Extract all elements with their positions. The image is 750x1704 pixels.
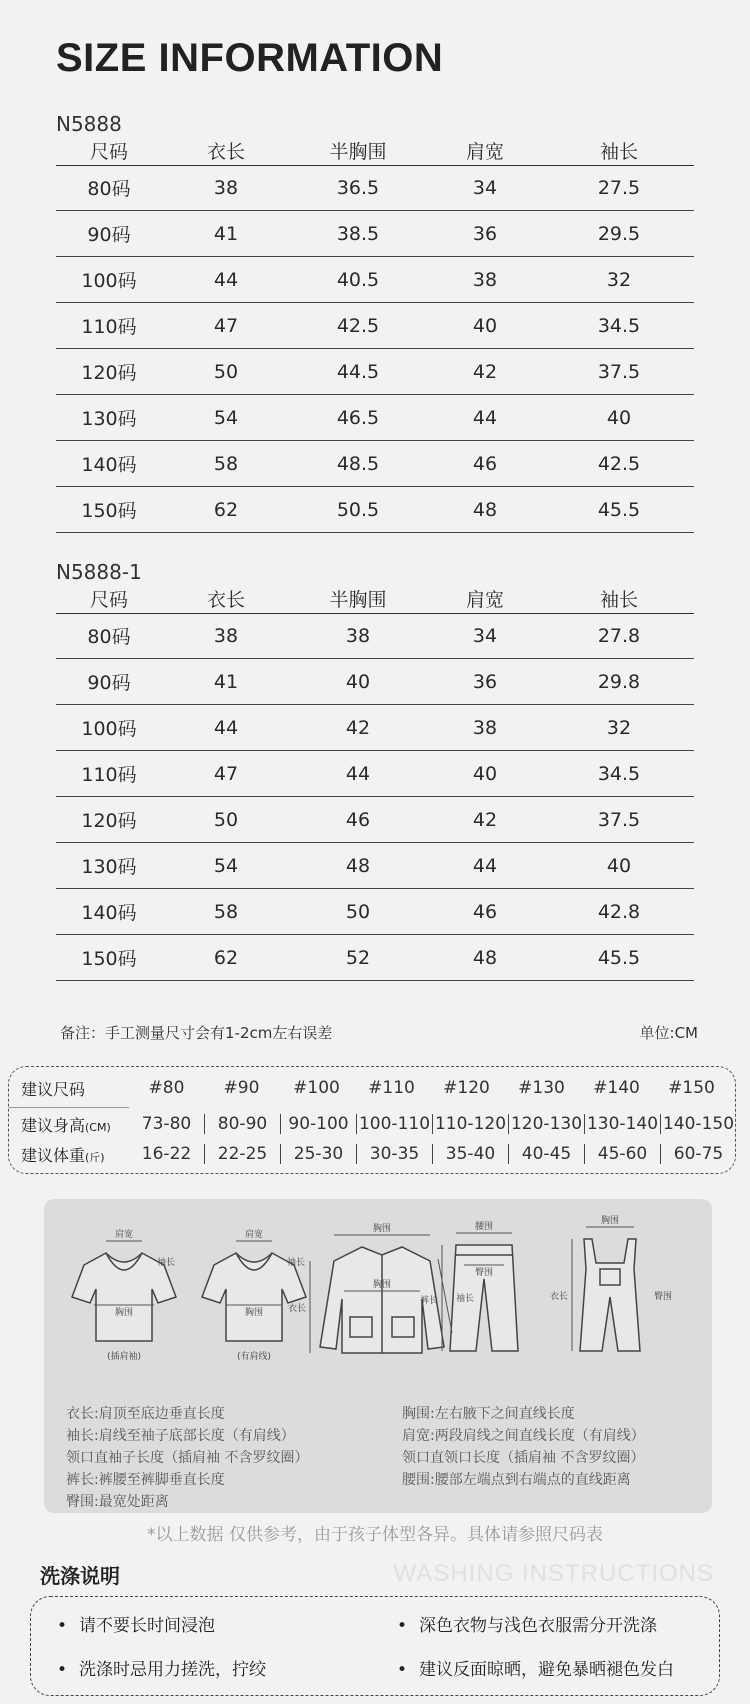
row-sleeve-cell: 37.5 [597,360,641,383]
row-half-chest-cell: 40 [345,670,371,693]
unit-label: 单位:CM [639,1024,698,1042]
row-half-chest-cell: 48 [345,854,371,877]
label-length: 衣长 [549,1292,568,1302]
row-sleeve-cell: 27.8 [597,624,641,647]
table-row [56,659,694,705]
table-header [56,583,694,614]
row-length-cell: 41 [213,222,239,245]
header-length: 衣长 [206,588,245,611]
definition-item: 领口直袖子长度（插肩袖 不含罗纹圈） [66,1450,309,1466]
row-sleeve-cell: 40 [606,854,632,877]
label-sleeve: 袖长 [156,1258,176,1268]
row-length-cell: 44 [213,716,239,739]
row-length-cell: 38 [213,624,239,647]
wash-item: • 请不要长时间浸泡 [57,1611,215,1636]
table-row [56,211,694,257]
reco-sizes-cell: #120 [443,1078,490,1098]
row-half-chest-cell: 42.5 [336,314,380,337]
row-shoulder-cell: 34 [472,624,498,647]
row-sleeve-cell: 32 [606,268,632,291]
table-row [56,751,694,797]
label-sleeve: 袖长 [286,1258,306,1268]
reco-size-row [9,1073,737,1103]
row-half-chest-cell: 40.5 [336,268,380,291]
reco-weight-row [9,1139,737,1169]
reco-size-label: 建议尺码 [21,1079,86,1099]
row-size-cell: 150码 [81,500,137,522]
definitions-left [66,1403,308,1513]
row-length-cell: 62 [213,946,239,969]
label-hip: 臀围 [474,1268,494,1278]
table-row [56,349,694,395]
row-half-chest-cell: 42 [345,716,371,739]
label-set-in: (有肩线) [236,1352,272,1362]
table-row [56,797,694,843]
header-sleeve: 袖长 [599,140,638,163]
row-size-cell: 90码 [87,672,131,694]
page-title: SIZE INFORMATION [56,36,444,80]
row-sleeve-cell: 45.5 [597,498,641,521]
label-sleeve: 袖长 [456,1294,475,1304]
table-row [56,441,694,487]
row-shoulder-cell: 40 [472,762,498,785]
height-unit: (CM) [85,1120,111,1134]
reco-weights-cell: 16-22 [141,1144,192,1164]
row-size-cell: 130码 [81,856,137,878]
header-half-chest: 半胸围 [329,140,387,163]
row-size-cell: 120码 [81,362,137,384]
row-size-cell: 150码 [81,948,137,970]
reco-heights-cell: 90-100 [280,1114,356,1134]
reco-weights-cell: 25-30 [280,1144,356,1164]
model-code: N5888 [56,112,122,136]
row-shoulder-cell: 46 [472,452,498,475]
overalls-icon [580,1239,640,1351]
row-sleeve-cell: 37.5 [597,808,641,831]
table-row [56,935,694,981]
row-sleeve-cell: 42.8 [597,900,641,923]
reco-sizes-cell: #100 [293,1078,340,1098]
row-sleeve-cell: 40 [606,406,632,429]
row-size-cell: 80码 [87,178,131,200]
row-sleeve-cell: 45.5 [597,946,641,969]
row-shoulder-cell: 44 [472,854,498,877]
table-row [56,705,694,751]
table-row [56,395,694,441]
table-row [56,257,694,303]
height-label-text: 建议身高 [21,1115,86,1135]
reco-height-row [9,1109,737,1139]
row-size-cell: 100码 [81,270,137,292]
row-sleeve-cell: 34.5 [597,314,641,337]
row-shoulder-cell: 36 [472,222,498,245]
reco-heights-cell: 130-140 [584,1114,660,1134]
reco-weights-cell: 40-45 [508,1144,584,1164]
row-size-cell: 110码 [81,316,137,338]
weight-label-text: 建议体重 [21,1145,86,1165]
row-half-chest-cell: 50.5 [336,498,380,521]
label-hip: 臀围 [654,1292,673,1302]
row-half-chest-cell: 52 [345,946,371,969]
definitions-right [402,1403,645,1491]
table-header [56,135,694,166]
table-row [56,889,694,935]
row-length-cell: 58 [213,900,239,923]
label-chest: 胸围 [372,1224,392,1234]
row-shoulder-cell: 42 [472,360,498,383]
definition-item: 臀围:最宽处距离 [66,1494,169,1510]
definition-item: 衣长:肩顶至底边垂直长度 [66,1406,225,1422]
row-half-chest-cell: 44 [345,762,371,785]
row-sleeve-cell: 27.5 [597,176,641,199]
reco-height-label [9,1113,129,1136]
table-row [56,165,694,211]
measurement-diagram [44,1199,712,1513]
label-pants-length: 裤长 [419,1296,438,1306]
wash-item: • 深色衣物与浅色衣服需分开洗涤 [397,1611,657,1636]
reco-heights-cell: 80-90 [204,1114,280,1134]
row-half-chest-cell: 38.5 [336,222,380,245]
row-half-chest-cell: 50 [345,900,371,923]
row-half-chest-cell: 38 [345,624,371,647]
measurement-note: 备注：手工测量尺寸会有1-2cm左右误差 [60,1024,333,1042]
reco-sizes-cell: #140 [593,1078,640,1098]
row-length-cell: 50 [213,808,239,831]
row-half-chest-cell: 46.5 [336,406,380,429]
reco-weights-cell: 60-75 [660,1144,736,1164]
reco-heights-cell: 140-150 [660,1114,736,1134]
table-row [56,303,694,349]
row-sleeve-cell: 29.5 [597,222,641,245]
row-length-cell: 47 [213,762,239,785]
label-shoulder: 肩宽 [114,1230,134,1240]
header-shoulder: 肩宽 [465,140,504,163]
table-row [56,843,694,889]
label-chest: 胸围 [372,1280,392,1290]
row-shoulder-cell: 42 [472,808,498,831]
label-chest: 胸围 [114,1308,134,1318]
row-sleeve-cell: 42.5 [597,452,641,475]
recommendation-table [8,1066,736,1174]
row-shoulder-cell: 34 [472,176,498,199]
row-shoulder-cell: 38 [472,716,498,739]
row-shoulder-cell: 40 [472,314,498,337]
row-size-cell: 80码 [87,626,131,648]
reco-heights-cell: 110-120 [432,1114,508,1134]
reco-heights-cell: 120-130 [508,1114,584,1134]
reco-sizes-cell: #90 [223,1078,260,1098]
reco-weights-cell: 45-60 [584,1144,660,1164]
definition-item: 领口直领口长度（插肩袖 不含罗纹圈） [402,1450,645,1466]
row-half-chest-cell: 36.5 [336,176,380,199]
row-length-cell: 58 [213,452,239,475]
row-shoulder-cell: 48 [472,946,498,969]
row-sleeve-cell: 29.8 [597,670,641,693]
row-half-chest-cell: 46 [345,808,371,831]
reco-sizes-cell: #80 [148,1078,185,1098]
header-shoulder: 肩宽 [465,588,504,611]
definition-item: 胸围:左右腋下之间直线长度 [402,1406,575,1422]
reco-sizes-cell: #150 [668,1078,715,1098]
header-sleeve: 袖长 [599,588,638,611]
row-shoulder-cell: 48 [472,498,498,521]
weight-unit: (斤) [85,1150,105,1164]
row-length-cell: 47 [213,314,239,337]
row-length-cell: 62 [213,498,239,521]
reco-weights-cell: 22-25 [204,1144,280,1164]
table-row [56,613,694,659]
wash-item: • 洗涤时忌用力搓洗，拧绞 [57,1655,266,1680]
reco-sizes-cell: #110 [368,1078,415,1098]
row-size-cell: 120码 [81,810,137,832]
definition-item: 袖长:肩线至袖子底部长度（有肩线） [66,1428,295,1444]
label-chest: 胸围 [600,1216,620,1226]
row-shoulder-cell: 36 [472,670,498,693]
row-length-cell: 54 [213,406,239,429]
divider [9,1107,129,1108]
header-half-chest: 半胸围 [329,588,387,611]
row-sleeve-cell: 34.5 [597,762,641,785]
disclaimer: *以上数据 仅供参考，由于孩子体型各异。具体请参照尺码表 [147,1525,603,1545]
reco-sizes-cell: #130 [518,1078,565,1098]
reco-heights-cell: 73-80 [141,1114,192,1134]
row-shoulder-cell: 44 [472,406,498,429]
header-size: 尺码 [89,140,128,163]
washing-instructions [30,1596,720,1696]
row-half-chest-cell: 48.5 [336,452,380,475]
header-length: 衣长 [206,140,245,163]
label-waist: 腰围 [474,1222,494,1232]
row-length-cell: 38 [213,176,239,199]
row-length-cell: 50 [213,360,239,383]
label-length: 衣长 [287,1304,306,1314]
reco-weights-cell: 30-35 [356,1144,432,1164]
row-length-cell: 41 [213,670,239,693]
row-shoulder-cell: 38 [472,268,498,291]
washing-title-en: WASHING INSTRUCTIONS [393,1560,714,1587]
model-code: N5888-1 [56,560,142,584]
reco-heights-cell: 100-110 [356,1114,432,1134]
header-size: 尺码 [89,588,128,611]
row-sleeve-cell: 32 [606,716,632,739]
row-shoulder-cell: 46 [472,900,498,923]
row-length-cell: 44 [213,268,239,291]
row-length-cell: 54 [213,854,239,877]
definition-item: 裤长:裤腰至裤脚垂直长度 [66,1472,225,1488]
row-size-cell: 140码 [81,454,137,476]
row-size-cell: 110码 [81,764,137,786]
washing-title: 洗涤说明 [40,1564,120,1588]
definition-item: 腰围:腰部左端点到右端点的直线距离 [402,1472,631,1488]
row-size-cell: 90码 [87,224,131,246]
label-chest: 胸围 [244,1308,264,1318]
row-size-cell: 100码 [81,718,137,740]
wash-item: • 建议反面晾晒，避免暴晒褪色发白 [397,1655,674,1680]
reco-weights-cell: 35-40 [432,1144,508,1164]
row-size-cell: 130码 [81,408,137,430]
definition-item: 肩宽:两段肩线之间直线长度（有肩线） [402,1428,645,1444]
row-size-cell: 140码 [81,902,137,924]
label-shoulder: 肩宽 [244,1230,264,1240]
row-half-chest-cell: 44.5 [336,360,380,383]
reco-weight-label [9,1143,129,1166]
garment-illustrations [44,1199,712,1399]
table-row [56,487,694,533]
label-raglan: (插肩袖) [106,1352,142,1362]
